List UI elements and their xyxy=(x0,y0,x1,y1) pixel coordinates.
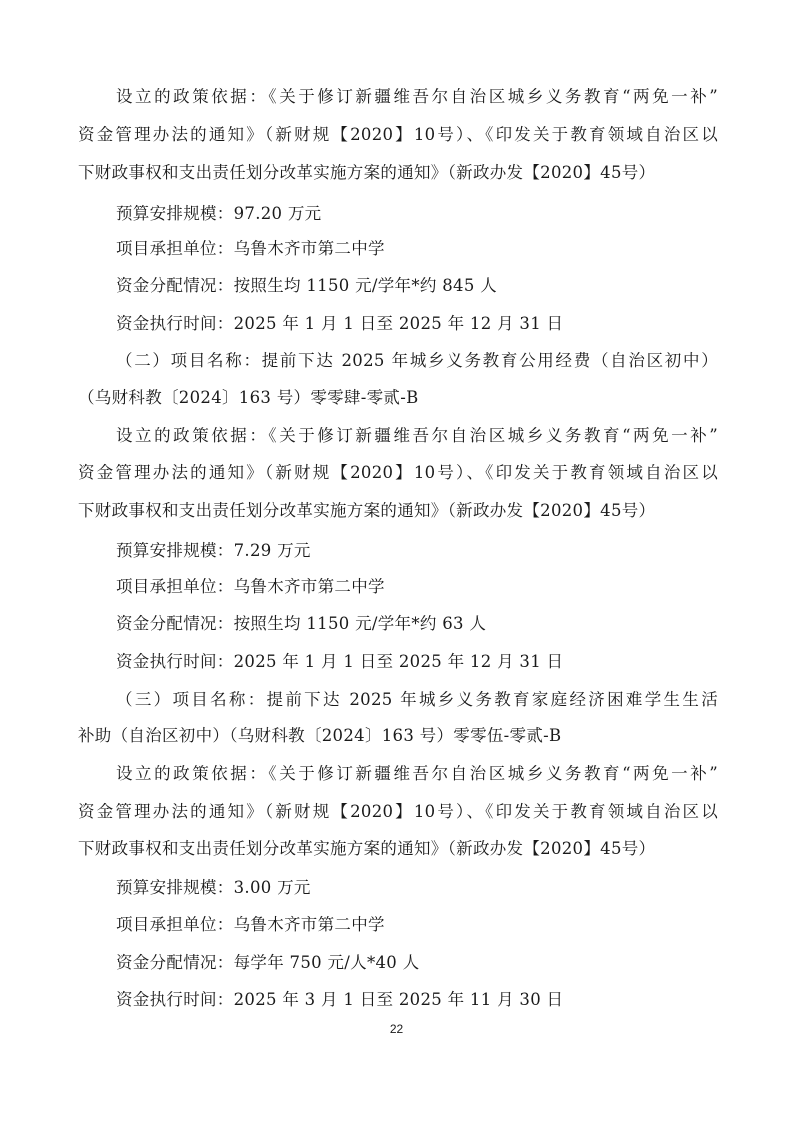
policy-basis-line-1: 设立的政策依据：《关于修订新疆维吾尔自治区城乡义务教育“两免一补” xyxy=(116,87,718,106)
project-unit: 项目承担单位：乌鲁木齐市第二中学 xyxy=(116,239,385,258)
page-number: 22 xyxy=(389,1022,404,1036)
budget-scale: 预算安排规模：3.00 万元 xyxy=(116,878,311,897)
policy-basis-line-3: 下财政事权和支出责任划分改革实施方案的通知》（新政办发【2020】45号） xyxy=(78,839,656,858)
fund-allocation: 资金分配情况：按照生均 1150 元/学年*约 845 人 xyxy=(116,276,497,295)
policy-basis-line-1: 设立的政策依据：《关于修订新疆维吾尔自治区城乡义务教育“两免一补” xyxy=(116,426,718,445)
budget-scale: 预算安排规模：97.20 万元 xyxy=(116,204,322,223)
policy-basis-line-3: 下财政事权和支出责任划分改革实施方案的通知》（新政办发【2020】45号） xyxy=(78,163,656,182)
project-unit: 项目承担单位：乌鲁木齐市第二中学 xyxy=(116,577,385,596)
project-title-line-2: （乌财科教〔2024〕163 号）零零肆-零贰-B xyxy=(78,388,419,407)
execution-period: 资金执行时间：2025 年 1 月 1 日至 2025 年 12 月 31 日 xyxy=(116,314,564,333)
project-title-line-2: 补助（自治区初中）（乌财科教〔2024〕163 号）零零伍-零贰-B xyxy=(78,726,562,745)
policy-basis-line-1: 设立的政策依据：《关于修订新疆维吾尔自治区城乡义务教育“两免一补” xyxy=(116,764,718,783)
fund-allocation: 资金分配情况：按照生均 1150 元/学年*约 63 人 xyxy=(116,614,487,633)
policy-basis-line-2: 资金管理办法的通知》（新财规【2020】10号）、《印发关于教育领域自治区以 xyxy=(78,802,718,821)
project-unit: 项目承担单位：乌鲁木齐市第二中学 xyxy=(116,915,385,934)
policy-basis-line-2: 资金管理办法的通知》（新财规【2020】10号）、《印发关于教育领域自治区以 xyxy=(78,125,718,144)
fund-allocation: 资金分配情况：每学年 750 元/人*40 人 xyxy=(116,953,420,972)
budget-scale: 预算安排规模：7.29 万元 xyxy=(116,541,311,560)
project-title-line-1: （二）项目名称：提前下达 2025 年城乡义务教育公用经费（自治区初中） xyxy=(116,351,718,370)
project-title-line-1: （三）项目名称：提前下达 2025 年城乡义务教育家庭经济困难学生生活 xyxy=(116,690,718,709)
policy-basis-line-2: 资金管理办法的通知》（新财规【2020】10号）、《印发关于教育领域自治区以 xyxy=(78,463,718,482)
execution-period: 资金执行时间：2025 年 1 月 1 日至 2025 年 12 月 31 日 xyxy=(116,652,564,671)
policy-basis-line-3: 下财政事权和支出责任划分改革实施方案的通知》（新政办发【2020】45号） xyxy=(78,501,656,520)
execution-period: 资金执行时间：2025 年 3 月 1 日至 2025 年 11 月 30 日 xyxy=(116,990,564,1009)
